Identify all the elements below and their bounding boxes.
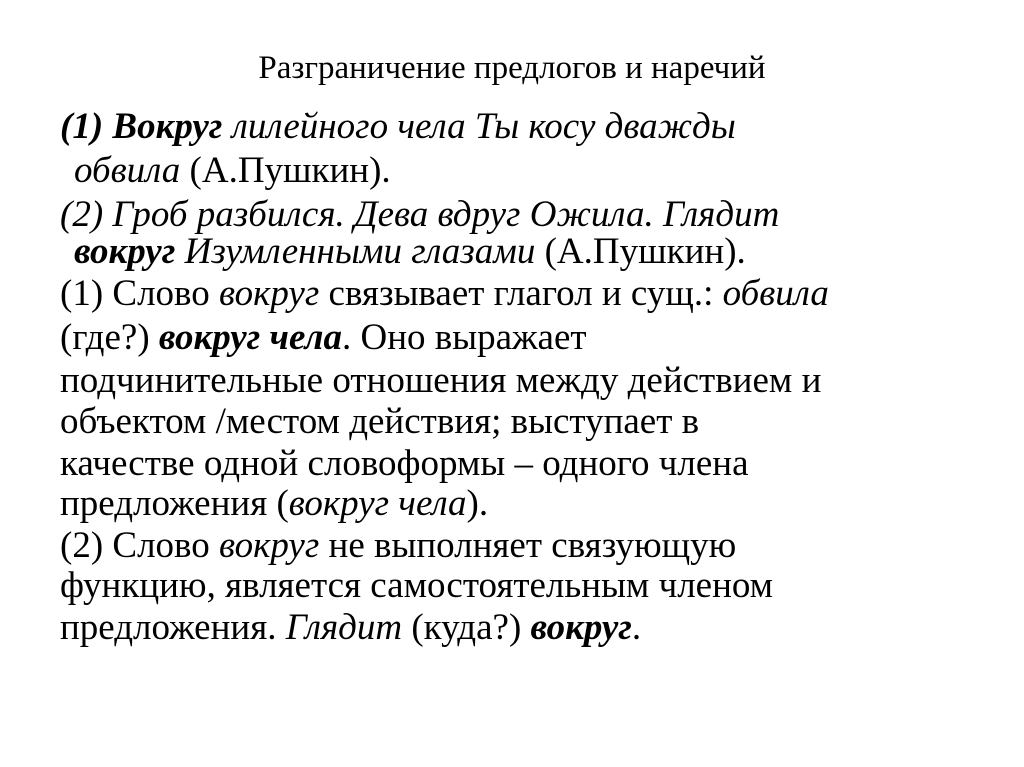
explanation-text: связывает глагол и сущ.: (319, 273, 723, 314)
keyword-vokrug: вокруг (219, 273, 320, 314)
explanation-text: объектом /местом действия; выступает в (60, 401, 700, 442)
keyword-vokrug-chela: вокруг чела (158, 317, 342, 358)
keyword-vokrug: вокруг (74, 231, 176, 272)
explanation-2-line-1 (60, 524, 736, 568)
explanation-1-line-5 (60, 442, 749, 486)
keyword-vokrug: Вокруг (112, 106, 223, 147)
keyword-obvila: обвила (722, 273, 829, 314)
example-2-line-2 (74, 230, 746, 274)
explanation-1-line-4 (60, 400, 699, 444)
example-1-line-2 (74, 149, 391, 193)
explanation-1-line-3 (60, 359, 821, 403)
quote-text: лилейного чела Ты косу дважды (222, 106, 736, 147)
explanation-2-line-2 (60, 564, 773, 608)
keyword-vokrug: вокруг (530, 607, 632, 648)
explanation-text: не выполняет связующую (319, 525, 737, 566)
keyword-vokrug-chela: вокруг чела (288, 483, 467, 524)
explanation-2-line-3 (60, 606, 641, 650)
quote-text: (2) Гроб разбился. Дева вдруг Ожила. Глядит (60, 194, 780, 235)
explanation-text: качестве одной словоформы – одного члена (60, 443, 749, 484)
explanation-text: предложения. (60, 607, 286, 648)
quote-text: Изумленными глазами (175, 231, 536, 272)
explanation-1-line-2 (60, 316, 587, 360)
explanation-text: (где?) (60, 317, 159, 358)
slide-title: Разграничение предлогов и наречий (258, 50, 766, 86)
explanation-text: (1) Слово (60, 273, 220, 314)
keyword-glyadit: Глядит (285, 607, 403, 648)
explanation-text: (2) Слово (60, 525, 220, 566)
explanation-text: . (631, 607, 642, 648)
explanation-text: . Оно выражает (341, 317, 587, 358)
explanation-text: функцию, является самостоятельным членом (60, 565, 774, 606)
author-attribution: (А.Пушкин). (535, 231, 746, 272)
author-attribution: (А.Пушкин). (180, 150, 391, 191)
keyword-vokrug: вокруг (219, 525, 320, 566)
example-1-line-1 (60, 105, 736, 149)
explanation-1-line-1 (60, 272, 829, 316)
example-1-number: (1) (60, 106, 113, 147)
explanation-text: предложения ( (60, 483, 289, 524)
explanation-text: (куда?) (402, 607, 531, 648)
explanation-1-line-6 (60, 482, 488, 526)
quote-text: обвила (74, 150, 181, 191)
explanation-text: ). (466, 483, 489, 524)
explanation-text: подчинительные отношения между действием и (60, 360, 822, 401)
